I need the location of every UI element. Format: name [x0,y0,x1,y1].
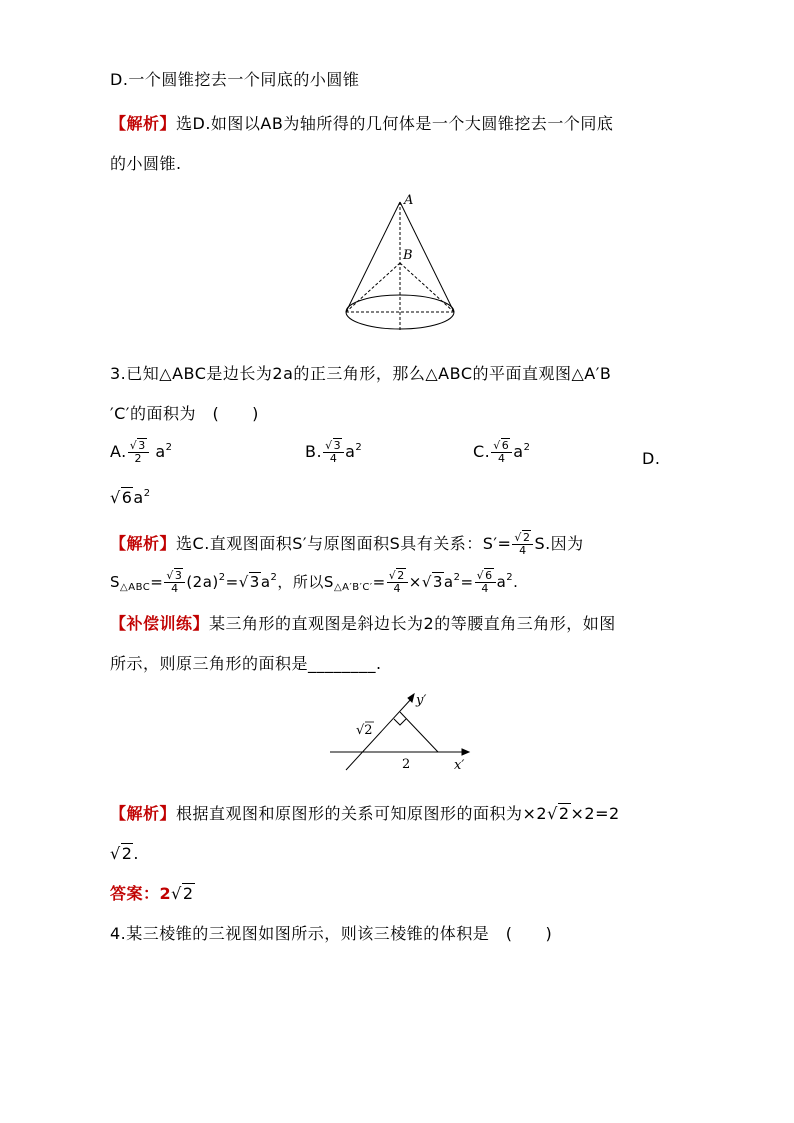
times: × [408,573,422,591]
analysis-sup-text: 根据直观图和原图形的关系可知原图形的面积为×2 [176,804,548,823]
answer-label: 答案：2 [110,884,172,903]
q3-option-d: D. [642,449,661,468]
frac-3-den: 4 [481,582,489,595]
frac-2: $\frac{√2}{4}$ [387,570,408,595]
q3-option-b [305,440,362,465]
var: a [260,573,271,591]
q3-option-c [473,440,530,465]
analysis-tag: 【解析】 [110,114,177,133]
option-b-exp: 2 [355,442,363,453]
radicand: 3 [432,573,443,591]
analysis-2-line-1 [110,114,613,134]
x-axis-arrow [462,749,469,755]
label-y-prime: y′ [416,693,427,708]
analysis-2-line-2: 的小圆锥. [110,154,182,173]
frac-2-den: 4 [393,582,401,595]
option-b-den: 4 [329,452,338,465]
option-d-radicand: 6 [121,488,133,507]
frac-1-num: 3 [174,569,183,582]
sub-abc: △ABC [120,582,151,593]
answer-line: 答案：2√2 [110,884,194,903]
relation-den: 4 [519,544,527,557]
eq: = [497,534,512,553]
relation-fraction: $\frac{√2}{4}$ [512,532,533,557]
label-x-prime: x′ [454,758,465,773]
hypotenuse-side [400,712,438,752]
analysis-3-line-1 [110,532,584,557]
option-c-den: 4 [498,452,506,465]
supplement-line-2: 所示，则原三角形的面积是________. [110,654,382,673]
frac-1: $\frac{√3}{4}$ [164,570,185,595]
option-a-num: 3 [138,439,146,452]
option-c-fraction: $\frac{√6}{4}$ [491,440,512,465]
right-angle-mark [394,719,406,725]
analysis-sup-tail: ×2=2 [570,804,620,823]
cone-label-b: B [403,248,413,263]
supplement-text-1: 某三角形的直观图是斜边长为2的等腰直角三角形，如图 [209,614,616,633]
option-d-var: a [133,488,144,507]
radicand: 2 [558,804,570,823]
option-a-var: a [155,442,166,461]
option-a-den: 2 [134,452,142,465]
option-a-exp: 2 [165,442,173,453]
radicand: 3 [249,573,260,591]
var: a [496,573,507,591]
frac-3-num: 6 [485,569,493,582]
q3-line-1: 3.已知△ABC是边长为2a的正三角形，那么△ABC的平面直观图△A′B [110,364,612,383]
sup: 2 [270,572,278,583]
analysis-2-text-1: 选D.如图以AB为轴所得的几何体是一个大圆锥挖去一个同底 [176,114,614,133]
option-d-text: D.一个圆锥挖去一个同底的小圆锥 [110,70,360,89]
q4-text: 4.某三棱锥的三视图如图所示，则该三棱锥的体积是 ( ) [110,924,553,943]
sup: 2 [218,572,226,583]
cone-label-a: A [404,193,414,208]
analysis-3-line-2: $S_{\triangle ABC}=$ $\frac{√3}{4}$ $(2a)^2=√3a^2$，所以$S_{\triangle A'B'C'}=$ $\frac{√2}{4}$ $\times√3a^2=$ $\frac{√6}{4}$ $a^2$. [110,569,519,595]
frac-1-den: 4 [171,582,179,595]
sup: 2 [453,572,461,583]
option-c-exp: 2 [523,442,531,453]
period: . [513,573,519,591]
analysis-sup-line-2: √2. [110,844,139,863]
cone-figure [340,190,460,340]
q3-option-a [110,440,173,465]
answer-radicand: 2 [182,884,194,903]
analysis-tag: 【解析】 [110,804,177,823]
eq: = [460,573,474,591]
q3-option-d-value: $√6a^2$ [110,488,151,507]
so-text: ，所以S [277,573,334,591]
eq: = [372,573,386,591]
option-c-label: C. [473,442,491,461]
var: a [443,573,454,591]
q3-line-2: ′C′的面积为 ( ) [110,404,259,423]
triangle-figure [328,692,478,774]
frac-2-num: 2 [397,569,405,582]
analysis-3-text-b: S.因为 [534,534,584,553]
option-b-fraction: $\frac{√3}{4}$ [323,440,344,465]
option-c-num: 6 [501,439,510,452]
option-b-label: B. [305,442,323,461]
option-c-var: a [513,442,524,461]
eq: = [150,573,164,591]
relation-num: 2 [522,531,531,544]
supplement-line-1 [110,614,616,634]
paren-term: (2a) [186,573,219,591]
option-d-exp: 2 [143,488,151,499]
label-base-2: 2 [402,757,411,772]
frac-3: $\frac{√6}{4}$ [475,570,496,595]
analysis-tag: 【解析】 [110,534,177,553]
analysis-3-text-a: 选C.直观图面积S′与原图面积S具有关系：S′ [176,534,498,553]
sup: 2 [506,572,514,583]
option-a-fraction: $\frac{√3}{2}$ [128,440,149,465]
radicand: 2 [121,844,133,863]
eq: = [225,573,239,591]
supplement-tag: 【补偿训练】 [110,614,210,633]
option-b-var: a [345,442,356,461]
sub-prime: △A′B′C′ [333,582,373,593]
inner-cone-dashed [346,202,454,332]
option-a-label: A. [110,442,127,461]
label-sqrt2: √2 [356,723,373,738]
s-symbol: S [110,573,121,591]
analysis-sup-line-1: 【解析】根据直观图和原图形的关系可知原图形的面积为×2√2×2=2 [110,804,620,823]
option-b-num: 3 [333,439,342,452]
period: . [133,844,139,863]
